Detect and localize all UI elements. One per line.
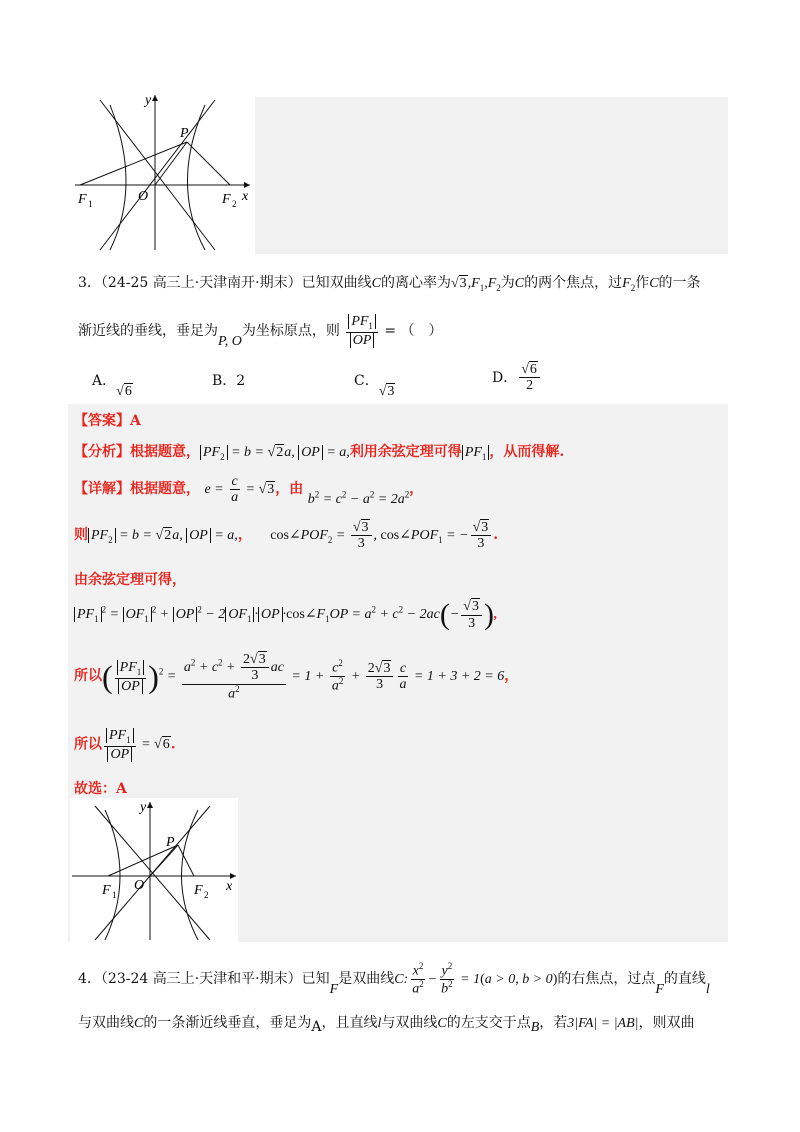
q4-F: F bbox=[329, 981, 339, 997]
q3-text4: 的两个焦点，过 bbox=[524, 275, 623, 291]
option-d-den: 2 bbox=[526, 378, 534, 394]
q4-text4: 的直线 bbox=[663, 970, 706, 987]
cosine-equation: $PF_1^2 = OF_1^2$ + OP $^2$ − 2 $OF_1$ · OP $\cdot\cos\angle F_1OP = a^2 + c^2 - 2ac(-$ $\frac{√3}{3}$ ), bbox=[74, 598, 497, 632]
answer-label: 【答案】A bbox=[74, 413, 141, 429]
fig1-P: P bbox=[180, 126, 189, 141]
q4-eq: C: bbox=[394, 971, 409, 987]
so2-label: 所以 bbox=[74, 736, 102, 753]
then-label: 则 bbox=[74, 527, 88, 544]
option-c-value: 3 bbox=[387, 384, 395, 399]
fig2-x: x bbox=[226, 879, 233, 894]
q4-line2a: 与双曲线 bbox=[78, 1015, 134, 1031]
analysis-end: ，从而得解. bbox=[489, 444, 565, 460]
so1-label: 所以 bbox=[74, 668, 102, 685]
fig2-F1: F bbox=[102, 883, 111, 898]
hyperbola-figure-bottom bbox=[70, 798, 238, 942]
q3-sqrt3: 3 bbox=[459, 276, 467, 291]
fig2-F2-sub: 2 bbox=[204, 890, 209, 900]
choose-line: 故选：A bbox=[74, 781, 127, 797]
q3-number: 3． bbox=[78, 275, 101, 291]
q3-paren: = （ ） bbox=[384, 323, 443, 340]
cosine-label: 由余弦定理可得， bbox=[74, 572, 186, 588]
fig2-F1-sub: 1 bbox=[112, 890, 117, 900]
q4-cond: 3|FA| = |AB| bbox=[567, 1016, 639, 1031]
q3-line2a: 渐近线的垂线，垂足为 bbox=[78, 323, 218, 340]
q4-line2c: ，且直线 bbox=[321, 1015, 378, 1031]
analysis-tail: 利用余弦定理可得 bbox=[349, 444, 462, 460]
q3-text2: 的离心率为 bbox=[380, 275, 451, 291]
so1-line: 所以( $\frac{PF_1}{OP}$ )$^2$ = $a^2 + c^2$ + $\frac{2√3}{3}$ ac $a^2$ = 1 + $\frac{c^2}{a^2}$ + $\frac{2√3}{3}$ $\frac{c}{a}$ = 1 + 3 + 2 = 6， bbox=[74, 652, 519, 702]
fig1-O: O bbox=[138, 189, 149, 204]
fig1-F1: F bbox=[78, 192, 87, 207]
analysis-label: 【分析】根据题意， bbox=[74, 444, 200, 460]
detail-label: 【详解】根据题意， bbox=[74, 481, 200, 498]
q4-line2d: 与双曲线 bbox=[381, 1015, 438, 1031]
q3-text3: 为 bbox=[500, 275, 515, 291]
fig1-y: y bbox=[145, 93, 152, 108]
q3-ratio: $\frac{PF_1}{OP}$ bbox=[346, 314, 378, 348]
option-d-label: D． bbox=[492, 369, 518, 386]
q3-line2 bbox=[78, 314, 443, 348]
q4-B: B bbox=[530, 1020, 540, 1035]
fig1-F1-sub: 1 bbox=[88, 199, 93, 209]
q4-source: （23-24 高三上·天津和平·期末） bbox=[100, 970, 302, 987]
option-a-label: A． bbox=[92, 373, 117, 389]
detail-mid: ，由 bbox=[275, 481, 304, 498]
q3-text1: 已知双曲线 bbox=[301, 275, 372, 291]
q4-number: 4． bbox=[78, 970, 101, 987]
option-a-value: 6 bbox=[124, 384, 132, 399]
q4-text1: 已知 bbox=[301, 970, 330, 987]
option-b: B．2 bbox=[212, 373, 246, 389]
q3-text6: 的一条 bbox=[658, 275, 701, 291]
q3-C: C bbox=[371, 276, 381, 291]
q3-f12: ,F bbox=[484, 276, 497, 291]
fig1-x: x bbox=[242, 189, 249, 204]
fig1-F2: F bbox=[222, 192, 231, 207]
q3-line2b: 为坐标原点，则 bbox=[241, 323, 340, 340]
fig2-P: P bbox=[166, 835, 175, 850]
q4-l: l bbox=[705, 981, 710, 997]
then-line: 则 $PF_2 = b = √2a$, OP = a,， $\cos\angle POF_2$ = $\frac{√3}{3}$ , $\cos\angle POF_1$ = − $\frac{√3}{3}$ . bbox=[74, 520, 499, 552]
q3-text5: 作 bbox=[635, 275, 650, 291]
q3-OP: OP bbox=[350, 333, 375, 348]
q4-line2: 与双曲线C的一条渐近线垂直，垂足为A，且直线l与双曲线C的左支交于点B，若3|FA| = |AB|，则双曲 bbox=[78, 1015, 695, 1035]
so2-line: 所以 $\frac{PF_1}{OP}$ = √6. bbox=[74, 728, 176, 762]
q4-line1: 4．（23-24 高三上·天津和平·期末）已知F是双曲线C: $\frac{x^2}{a^2}$ − $\frac{y^2}{b^2}$ = 1(a > 0, b > 0)的右焦点，过点F的直线l bbox=[78, 961, 710, 997]
option-d-num: 6 bbox=[529, 362, 537, 377]
option-d-frac: $\frac{√6}{2}$ bbox=[519, 362, 540, 394]
q4-A: A bbox=[311, 1019, 322, 1035]
fig2-F2: F bbox=[194, 883, 203, 898]
q4-line2g: ，则双曲 bbox=[638, 1015, 695, 1031]
hyperbola-figure-top bbox=[70, 90, 260, 255]
fig2-O: O bbox=[134, 878, 145, 893]
q3-PF1: PF bbox=[351, 314, 369, 329]
q3-source: （24-25 高三上·天津南开·期末） bbox=[100, 275, 302, 291]
q4-line2b: 的一条渐近线垂直，垂足为 bbox=[143, 1015, 312, 1031]
fig1-F2-sub: 2 bbox=[232, 199, 237, 209]
q3-PO: P, O bbox=[218, 334, 242, 350]
detail-line: 【详解】根据题意， e = $\frac{c}{a}$ = √3，由 $b^2 = c^2 - a^2 = 2a^2$， bbox=[74, 474, 424, 508]
q4-line2e: 的左支交于点 bbox=[446, 1015, 531, 1031]
q4-text3: 的右焦点，过点 bbox=[557, 970, 656, 987]
option-c-label: C． bbox=[354, 373, 379, 389]
q4-line2f: ，若 bbox=[539, 1015, 568, 1031]
fig2-y: y bbox=[140, 800, 147, 815]
q3-options: A．√6 B．2 C．√3 D． $\frac{√6}{2}$ bbox=[92, 362, 712, 402]
q4-text2: 是双曲线 bbox=[338, 970, 395, 987]
q3-line1: 3．（24-25 高三上·天津南开·期末）已知双曲线C的离心率为$√3,F_1,F_2$为C的两个焦点，过$F_2$作C的一条 bbox=[78, 275, 701, 293]
analysis-line: 【分析】根据题意， $PF_2 = b = √2a$, OP = a,利用余弦定理可得 $PF_1$ ，从而得解. bbox=[74, 444, 565, 462]
top-grey-block bbox=[255, 97, 728, 254]
